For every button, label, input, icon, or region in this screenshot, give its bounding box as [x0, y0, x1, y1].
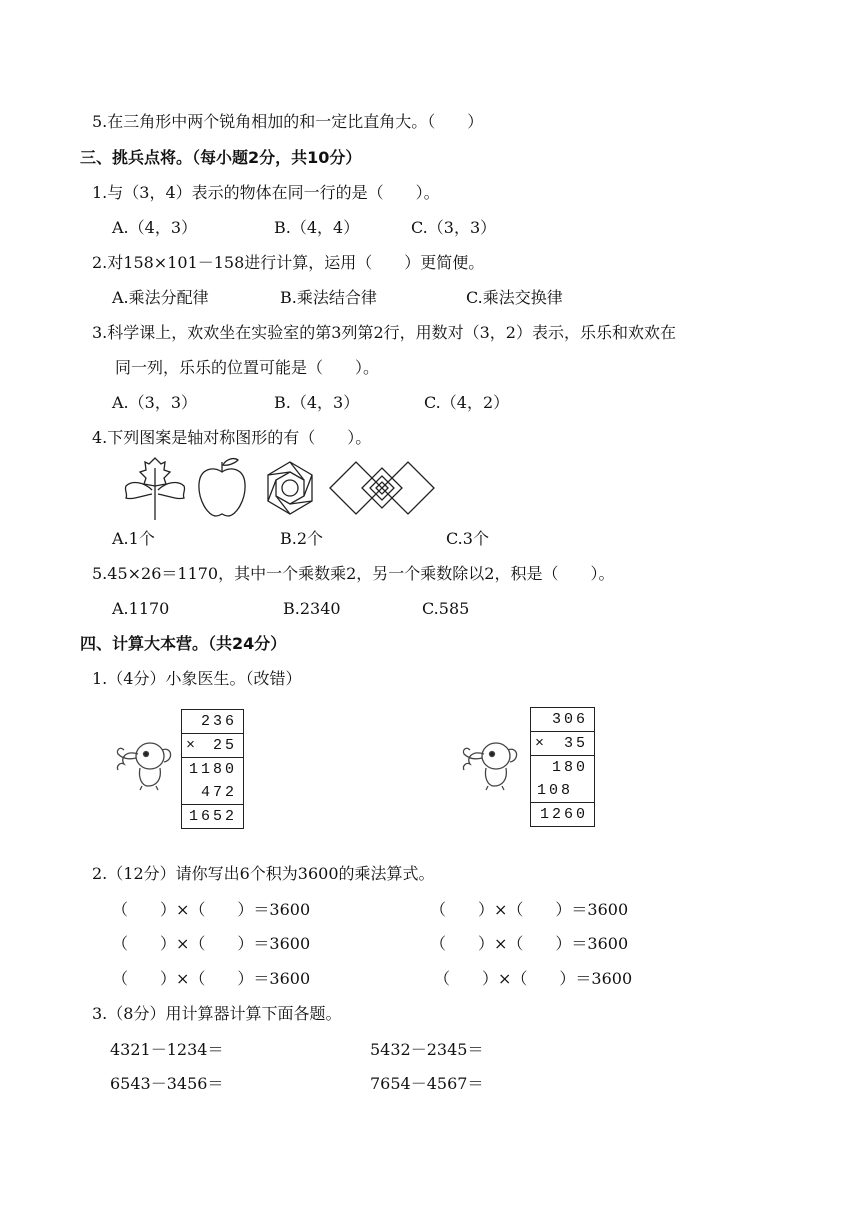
diamond-knot-figure — [326, 460, 438, 516]
s3-q1-option-c[interactable]: C.（3，3） — [411, 218, 497, 237]
calc-left-multiplier: 25 — [212, 737, 237, 754]
s3-q4-stem: 4.下列图案是轴对称图形的有（ ）。 — [92, 428, 372, 447]
s3-q3-option-c[interactable]: C.（4，2） — [424, 393, 510, 412]
multiplication-blank-5[interactable]: （ ）×（ ）＝3600 — [112, 969, 311, 988]
s3-q4-option-a[interactable]: A.1个 — [112, 529, 155, 548]
times-sign: × — [535, 735, 545, 752]
s3-q3-stem: 3.科学课上，欢欢坐在实验室的第3列第2行，用数对（3，2）表示，乐乐和欢欢在 — [92, 323, 676, 342]
apple-figure — [196, 456, 248, 520]
calc-right-product: 1260 — [531, 802, 594, 826]
calculator-problem-3[interactable]: 6543－3456＝ — [110, 1074, 224, 1093]
s3-q2-option-c[interactable]: C.乘法交换律 — [466, 288, 563, 307]
s3-q2-option-b[interactable]: B.乘法结合律 — [280, 288, 377, 307]
calc-left-multiplicand: 236 — [200, 713, 237, 730]
calc-right-partial-1: 180 — [531, 755, 594, 779]
s3-q1-option-b[interactable]: B.（4，4） — [274, 218, 360, 237]
section-3-title: 三、挑兵点将。（每小题2分，共10分） — [80, 148, 362, 167]
s3-q5-option-b[interactable]: B.2340 — [283, 599, 341, 618]
calc-right-multiplier: 35 — [563, 735, 588, 752]
s3-q2-stem: 2.对158×101－158进行计算，运用（ ）更简便。 — [92, 253, 485, 272]
calc-left-multiplier-row — [182, 733, 243, 757]
s3-q4-option-b[interactable]: B.2个 — [280, 529, 324, 548]
s3-q5-option-a[interactable]: A.1170 — [112, 599, 170, 618]
hexagon-figure — [262, 460, 318, 516]
s3-q4-option-c[interactable]: C.3个 — [446, 529, 489, 548]
s3-q3-stem-continued: 同一列，乐乐的位置可能是（ ）。 — [115, 358, 380, 377]
multiplication-blank-2[interactable]: （ ）×（ ）＝3600 — [430, 900, 629, 919]
s3-q3-option-b[interactable]: B.（4，3） — [274, 393, 360, 412]
calc-left-product: 1652 — [182, 804, 243, 828]
multiplication-blank-6[interactable]: （ ）×（ ）＝3600 — [434, 969, 633, 988]
s4-q3-stem: 3.（8分）用计算器计算下面各题。 — [92, 1004, 342, 1023]
s4-q2-stem: 2.（12分）请你写出6个积为3600的乘法算式。 — [92, 864, 435, 883]
calc-left-partial-1: 1180 — [182, 757, 243, 781]
calculator-problem-4[interactable]: 7654－4567＝ — [370, 1074, 484, 1093]
calc-right-multiplicand: 306 — [551, 711, 588, 728]
s3-q5-option-c[interactable]: C.585 — [422, 599, 470, 618]
s3-q5-stem: 5.45×26＝1170，其中一个乘数乘2，另一个乘数除以2，积是（ ）。 — [92, 564, 615, 583]
multiplication-blank-3[interactable]: （ ）×（ ）＝3600 — [112, 934, 311, 953]
elephant-doctor-icon — [112, 736, 176, 792]
calc-right — [530, 707, 595, 827]
section-4-title: 四、计算大本营。（共24分） — [80, 634, 287, 653]
s4-q1-stem: 1.（4分）小象医生。（改错） — [92, 669, 302, 688]
calculator-problem-2[interactable]: 5432－2345＝ — [370, 1040, 484, 1059]
elephant-doctor-icon — [458, 736, 522, 792]
s3-q2-option-a[interactable]: A.乘法分配律 — [112, 288, 209, 307]
calc-right-partial-2: 108 — [537, 782, 574, 799]
multiplication-blank-1[interactable]: （ ）×（ ）＝3600 — [112, 900, 311, 919]
s3-q3-option-a[interactable]: A.（3，3） — [112, 393, 198, 412]
s3-q1-stem: 1.与（3，4）表示的物体在同一行的是（ ）。 — [92, 183, 440, 202]
question-5-judgement: 5.在三角形中两个锐角相加的和一定比直角大。（ ） — [92, 112, 484, 131]
s3-q1-option-a[interactable]: A.（4，3） — [112, 218, 198, 237]
calc-right-multiplier-row — [531, 731, 594, 755]
calc-left — [181, 709, 244, 829]
times-sign: × — [186, 737, 196, 754]
multiplication-blank-4[interactable]: （ ）×（ ）＝3600 — [430, 934, 629, 953]
calculator-problem-1[interactable]: 4321－1234＝ — [110, 1040, 224, 1059]
leaf-figure — [122, 456, 188, 522]
calc-left-partial-2: 472 — [200, 784, 237, 801]
